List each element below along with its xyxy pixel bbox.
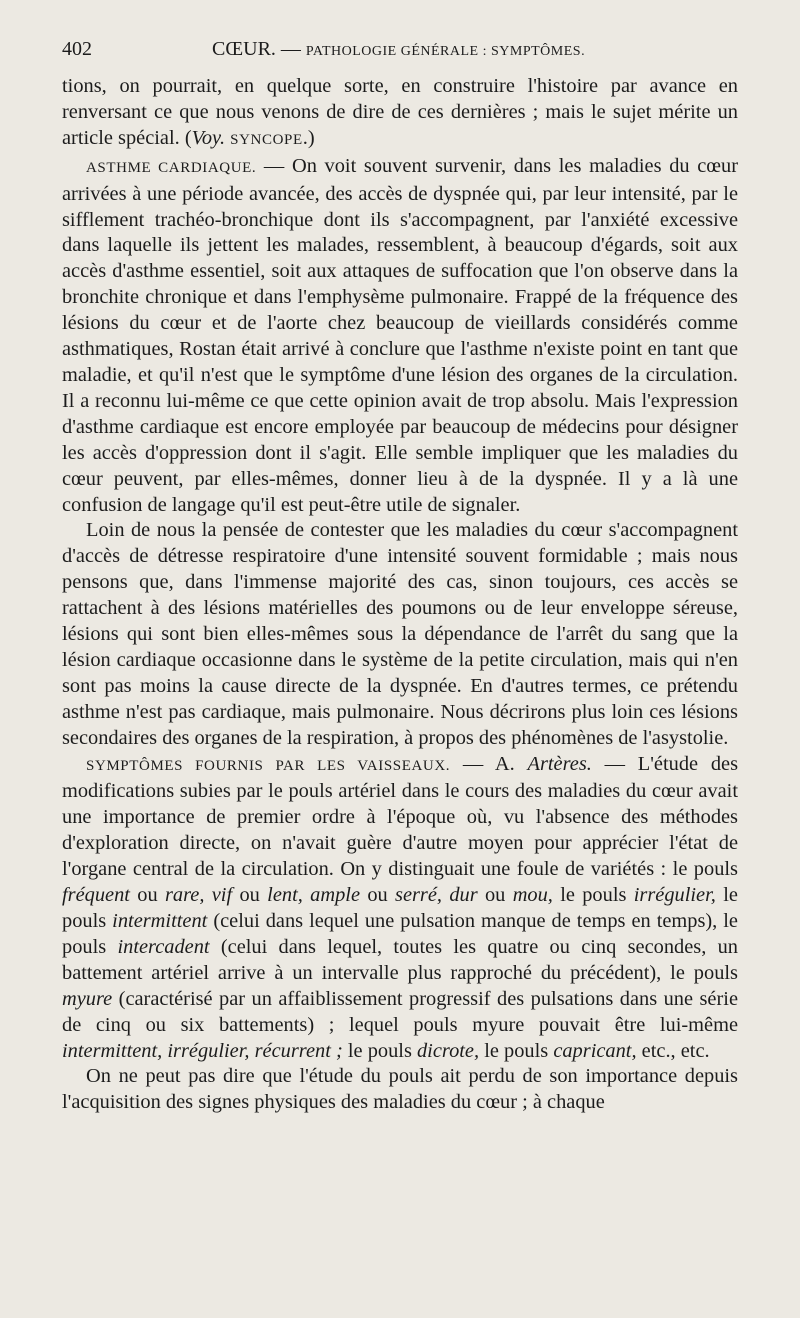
running-head — [212, 38, 585, 61]
paragraph-text: ou — [484, 884, 506, 907]
paragraph-1 — [62, 74, 738, 154]
reference-italic: Voy. — [191, 126, 226, 149]
paragraph-text: Loin de nous la pensée de contester que les maladies du cœur s'accompagnent d'accès de détresse respiratoire d'une intensité souvent formidable ; mais nous pensons que, dans l'immense majorité des cas, sinon toujours, ces accès se rattachent à des lésions matérielles des poumons ou de leur enveloppe séreuse, lésions qui sont bien elles-mêmes sous la dépendance de l'arrêt du sang que la lésion cardiaque occasionne dans le système de la petite circulation, mais qui n'en sont pas moins la cause directe de la dyspnée. En d'autres termes, ce prétendu asthme n'est pas cardiaque, mais pulmonaire. Nous décrirons plus loin ces lésions secondaires des organes de la respiration, à propos des phénomènes de l'asystolie. — [62, 519, 738, 749]
paragraph-text: On ne peut pas dire que l'étude du pouls ait perdu de son importance depuis l'acquisition des signes physiques des maladies du cœur ; à chaque — [62, 1065, 738, 1114]
paragraph-text: ou — [137, 884, 158, 907]
paragraph-on-ne-peut — [62, 1064, 738, 1116]
paragraph-vaisseaux — [62, 752, 738, 1065]
paragraph-text: tions, on pourrait, en quelque sorte, en construire l'histoire par avance en renversant ce que nous venons de dire de ces dernières ; mais le sujet mérite un article spécial. ( — [62, 75, 738, 149]
pulse-term: serré, — [395, 884, 443, 907]
paragraph-text: le pouls — [62, 884, 738, 932]
running-dash: — — [280, 38, 301, 60]
page-number: 402 — [62, 38, 92, 60]
pulse-term: vif — [211, 884, 233, 907]
pulse-term: fréquent — [62, 884, 130, 907]
pulse-term: intercadent — [117, 935, 210, 958]
paragraph-text: le pouls — [347, 1039, 412, 1062]
page-header — [62, 38, 742, 68]
paragraph-text: — A. — [462, 752, 515, 775]
subheading-arteres: Artères. — [527, 752, 592, 775]
section-heading-asthme: ASTHME CARDIAQUE. — [86, 159, 257, 176]
pulse-term: lent, — [267, 884, 303, 907]
paragraph-asthme-cardiaque — [62, 154, 738, 519]
pulse-term: irrégulier, — [167, 1039, 250, 1062]
pulse-term: intermittent, — [62, 1039, 163, 1062]
paragraph-loin-de-nous — [62, 518, 738, 751]
pulse-term: récurrent ; — [254, 1039, 343, 1062]
paragraph-text: — L'étude des modifications subies par le pouls artériel dans le cours des maladies du cœur avait une importance de premier ordre à l'époque où, vu l'absence des méthodes d'exploration directe, on n'avait guère d'autre moyen pour apprécier l'état de l'organe central de la circulation. On y distinguait une foule de variétés : le pouls — [62, 752, 739, 881]
pulse-term: myure — [62, 987, 113, 1010]
running-section: PATHOLOGIE GÉNÉRALE : SYMPTÔMES. — [305, 44, 586, 59]
reference-smallcaps: SYNCOPE — [230, 131, 303, 148]
paragraph-text: — On voit souvent survenir, dans les maladies du cœur arrivées à une période avancée, des accès de dyspnée qui, par leur intensité, par le sifflement trachéo-bronchique dont ils s'accompagnent, par l'anxiété excessive dans laquelle ils jettent les malades, ressemblent, à beaucoup d'égards, soit aux accès d'asthme essentiel, soit aux attaques de suffocation que l'on observe dans la bronchite chronique et dans l'emphysème pulmonaire. Frappé de la fréquence des lésions du cœur et de l'aorte chez beaucoup de vieillards considérés comme asthmatiques, Rostan était arrivé à conclure que l'asthme n'existe point en tant que maladie, et qu'il n'est que le symptôme d'une lésion des organes de la circulation. Il a reconnu lui-même ce que cette opinion avait de trop absolu. Mais l'expression d'asthme cardiaque est encore employée par beaucoup de médecins pour désigner les accès d'oppression dont il s'agit. Elle semble impliquer que les maladies du cœur peuvent, par elles-mêmes, donner lieu à de la dyspnée. Il y a là une confusion de langage qu'il est peut-être utile de signaler. — [62, 154, 739, 516]
page-body — [62, 74, 738, 1116]
paragraph-text: (celui dans lequel une pulsation manque de temps en temps), le pouls — [62, 910, 738, 958]
paragraph-text: le pouls — [484, 1039, 549, 1062]
paragraph-text: ou — [239, 884, 260, 907]
pulse-term: ample — [310, 884, 360, 907]
pulse-term: mou, — [512, 884, 553, 907]
pulse-term: dur — [449, 884, 478, 907]
section-heading-vaisseaux: SYMPTÔMES FOURNIS PAR LES VAISSEAUX. — [86, 757, 451, 774]
paragraph-text: (caractérisé par un affaiblissement progressif des pulsations dans une série de cinq ou six battements) ; lequel pouls myure pouvait être lui-même — [62, 987, 738, 1036]
paragraph-text: etc., etc. — [641, 1039, 710, 1062]
pulse-term: intermittent — [112, 910, 208, 932]
pulse-term: dicrote, — [416, 1039, 480, 1062]
pulse-term: rare, — [164, 884, 205, 907]
paragraph-text: ou — [367, 884, 388, 907]
paragraph-text: (celui dans lequel, toutes les quatre ou cinq secondes, un battement artériel arrive à un intervalle plus rapproché du précédent), le pouls — [62, 935, 738, 984]
pulse-term: irrégulier, — [633, 884, 716, 907]
pulse-term: capricant, — [553, 1039, 637, 1062]
paragraph-text: le pouls — [560, 884, 627, 907]
running-title: CŒUR. — [212, 38, 276, 60]
paragraph-text: .) — [302, 126, 315, 149]
